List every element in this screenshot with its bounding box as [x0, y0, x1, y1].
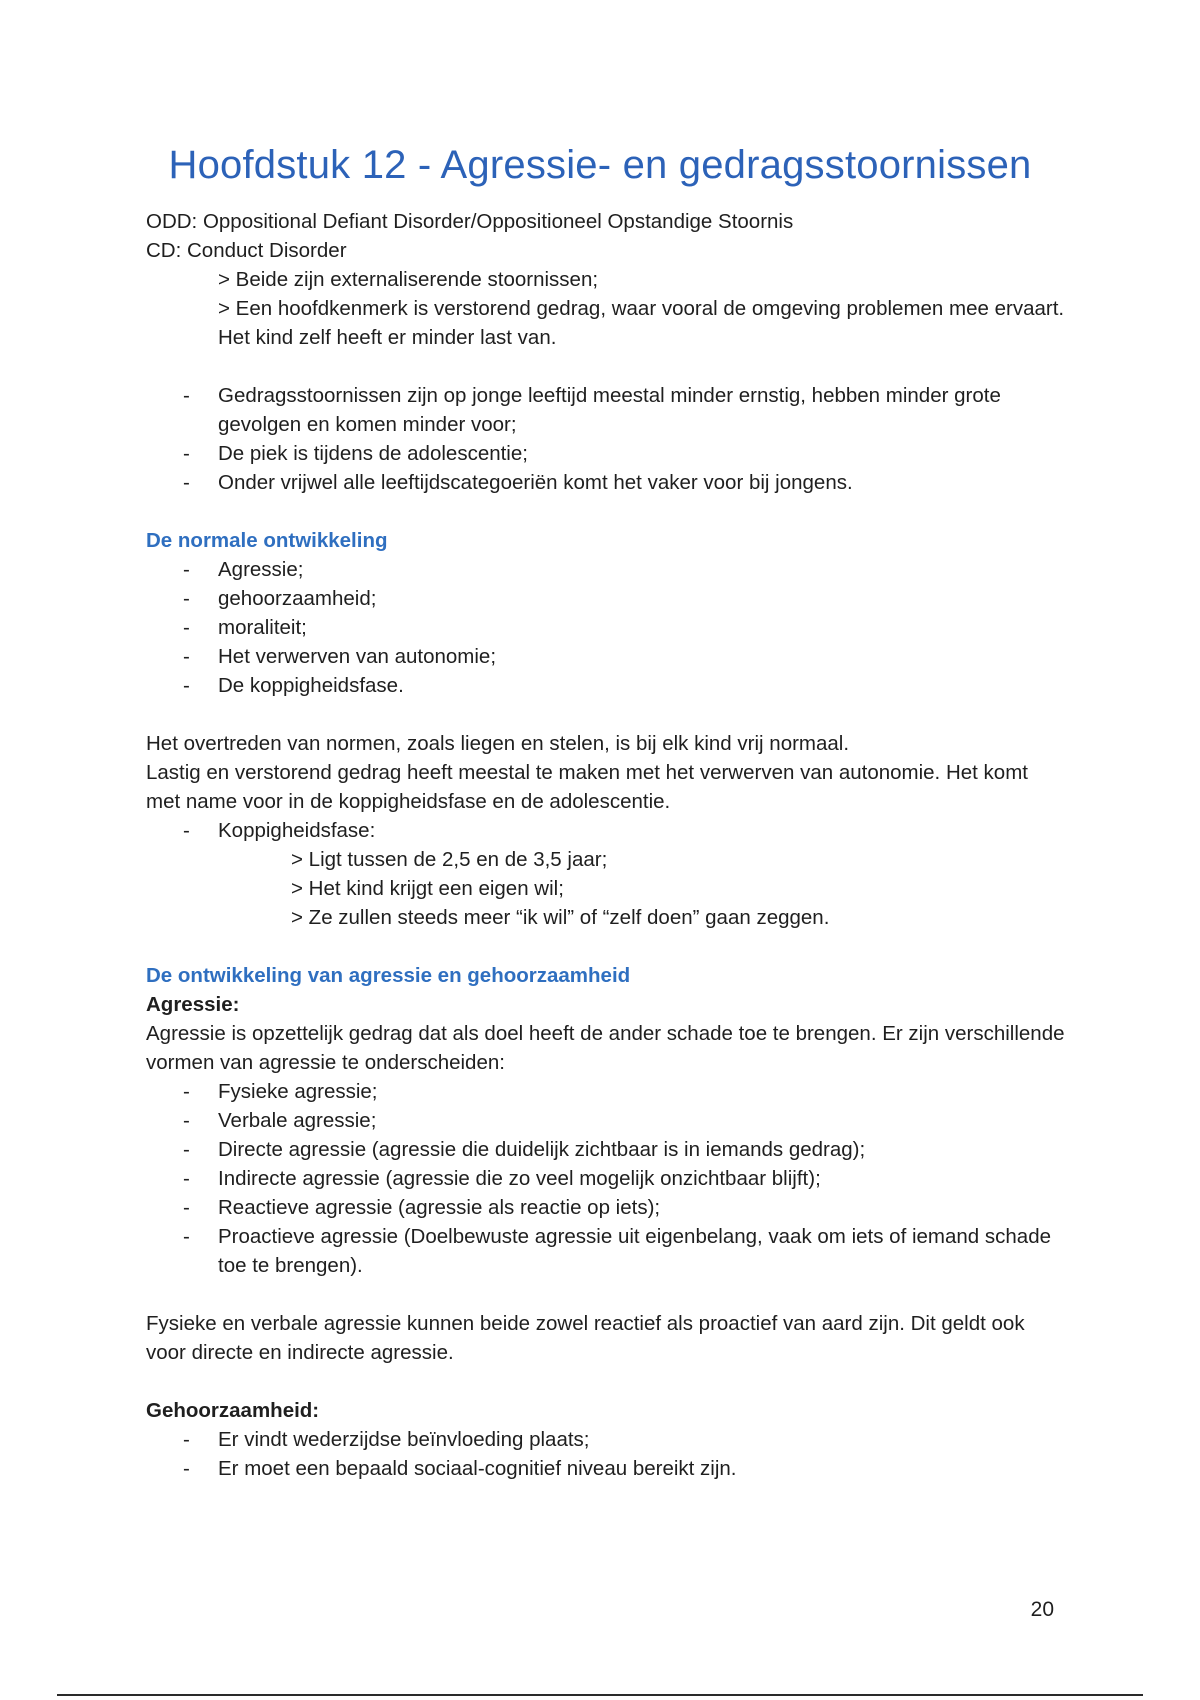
paragraph-agressie-definitie: Agressie is opzettelijk gedrag dat als doel heeft de ander schade toe te brengen. Er zijn verschillende vormen van agressie te onderscheiden: — [146, 1022, 1065, 1074]
list-item: - De piek is tijdens de adolescentie; — [146, 439, 1066, 468]
list-item: - Proactieve agressie (Doelbewuste agressie uit eigenbelang, vaak om iets of iemand schade toe te brengen). — [146, 1222, 1066, 1280]
list-item: - Indirecte agressie (agressie die zo veel mogelijk onzichtbaar blijft); — [146, 1164, 1066, 1193]
section-heading-agressie-gehoorzaamheid: De ontwikkeling van agressie en gehoorzaamheid — [146, 964, 631, 987]
intro-sub-1: > Beide zijn externaliserende stoornissen; — [218, 268, 599, 291]
section-heading-normale-ontwikkeling: De normale ontwikkeling — [146, 529, 388, 552]
bullet-list-general — [146, 381, 1066, 497]
koppig-sub-item: > Ligt tussen de 2,5 en de 3,5 jaar; — [291, 848, 608, 871]
paragraph-lastig-gedrag: Lastig en verstorend gedrag heeft meestal te maken met het verwerven van autonomie. Het komt met name voor in de koppigheidsfase en de adolescentie. — [146, 761, 1028, 813]
list-item: - gehoorzaamheid; — [146, 584, 1066, 613]
intro-line-odd: ODD: Oppositional Defiant Disorder/Oppositioneel Opstandige Stoornis — [146, 210, 794, 233]
list-item: - Er moet een bepaald sociaal-cognitief niveau bereikt zijn. — [146, 1454, 1066, 1483]
koppig-sub-item: > Ze zullen steeds meer “ik wil” of “zelf doen” gaan zeggen. — [291, 906, 830, 929]
paragraph-normen: Het overtreden van normen, zoals liegen en stelen, is bij elk kind vrij normaal. — [146, 732, 850, 755]
list-item: - Onder vrijwel alle leeftijdscategoeriën komt het vaker voor bij jongens. — [146, 468, 1066, 497]
bottom-divider — [57, 1694, 1143, 1696]
intro-line-cd: CD: Conduct Disorder — [146, 239, 347, 262]
list-item: - moraliteit; — [146, 613, 1066, 642]
bullet-list-gehoorzaamheid — [146, 1425, 1066, 1483]
page-number: 20 — [1030, 1598, 1054, 1621]
list-item: - Fysieke agressie; — [146, 1077, 1066, 1106]
list-item: - De koppigheidsfase. — [146, 671, 1066, 700]
paragraph-agressie-conclusie: Fysieke en verbale agressie kunnen beide zowel reactief als proactief van aard zijn. Dit geldt ook voor directe en indirecte agressie. — [146, 1312, 1025, 1364]
koppig-sub-item: > Het kind krijgt een eigen wil; — [291, 877, 564, 900]
list-item: - Het verwerven van autonomie; — [146, 642, 1066, 671]
list-item: - Gedragsstoornissen zijn op jonge leeftijd meestal minder ernstig, hebben minder grote gevolgen en komen minder voor; — [146, 381, 1066, 439]
bullet-list-normale-ontwikkeling — [146, 555, 1066, 700]
subheading-gehoorzaamheid: Gehoorzaamheid: — [146, 1399, 320, 1422]
intro-sub-2: > Een hoofdkenmerk is verstorend gedrag, waar vooral de omgeving problemen mee ervaart. Het kind zelf heeft er minder last van. — [218, 297, 1065, 349]
bullet-list-koppigheidsfase — [146, 816, 1066, 845]
document-body — [146, 207, 1066, 1483]
subheading-agressie: Agressie: — [146, 993, 240, 1016]
list-item: - Agressie; — [146, 555, 1066, 584]
list-item: - Directe agressie (agressie die duidelijk zichtbaar is in iemands gedrag); — [146, 1135, 1066, 1164]
list-item: - Reactieve agressie (agressie als reactie op iets); — [146, 1193, 1066, 1222]
list-item: - Koppigheidsfase: — [146, 816, 1066, 845]
page-title: Hoofdstuk 12 - Agressie- en gedragsstoornissen — [168, 143, 1032, 187]
bullet-list-agressie-vormen — [146, 1077, 1066, 1280]
list-item: - Er vindt wederzijdse beïnvloeding plaats; — [146, 1425, 1066, 1454]
list-item: - Verbale agressie; — [146, 1106, 1066, 1135]
